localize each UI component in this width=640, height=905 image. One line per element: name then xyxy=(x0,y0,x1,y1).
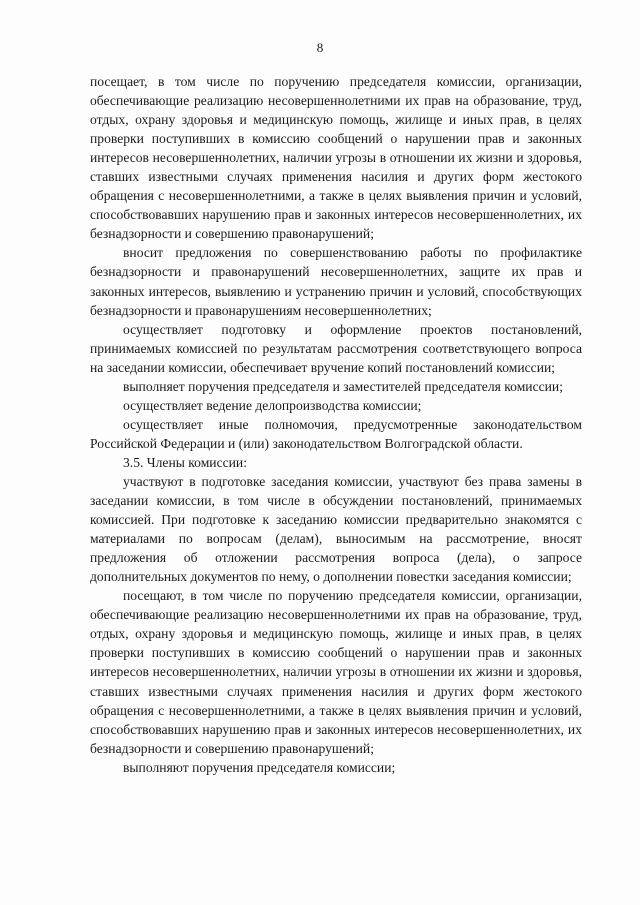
paragraph-members-execute-orders: выполняют поручения председателя комиссии; xyxy=(123,759,396,775)
paragraph-submits-proposals: вносит предложения по совершенствованию работы по профилактике безнадзорности и правонарушений несовершеннолетних, защите их прав и законных интересов, выявлению и устранению причин и условий, способствующих безнадзорности и правонарушениям несовершеннолетних; xyxy=(90,245,582,318)
paragraph-members-visit: посещают, в том числе по поручению председателя комиссии, организации, обеспечивающие реализацию несовершеннолетними их прав на образование, труд, отдых, охрану здоровья и медицинскую помощь, жилище и иных прав, в целях проверки поступивших в комиссию сообщений о нарушении прав и законных интересов несовершеннолетних, наличии угрозы в отношении их жизни и здоровья, ставших известными случаях применения насилия и других форм жестокого обращения с несовершеннолетними, а также в целях выявления причин и условий, способствовавших нарушению прав и законных интересов несовершеннолетних, их безнадзорности и совершению правонарушений; xyxy=(90,588,582,756)
section-heading-3-5: 3.5. Члены комиссии: xyxy=(123,454,247,470)
document-body xyxy=(90,72,582,777)
paragraph-executes-orders: выполняет поручения председателя и заместителей председателя комиссии; xyxy=(123,378,563,394)
page-number: 8 xyxy=(316,40,324,55)
paragraph-members-participate: участвуют в подготовке заседания комиссии, участвуют без права замены в заседании комиссии, в том числе в обсуждении постановлений, принимаемых комиссией. При подготовке к заседанию комиссии предварительно знакомятся с материалами по вопросам (делам), выносимым на рассмотрение, вносят предложения об отложении рассмотрения вопроса (дела), о запросе дополнительных документов по нему, о дополнении повестки заседания комиссии; xyxy=(90,473,582,585)
paragraph-prepares-resolutions: осуществляет подготовку и оформление проектов постановлений, принимаемых комиссией по результатам рассмотрения соответствующего вопроса на заседании комиссии, обеспечивает вручение копий постановлений комиссии; xyxy=(90,321,582,375)
paragraph-visits-organizations-continued: посещает, в том числе по поручению председателя комиссии, организации, обеспечивающие реализацию несовершеннолетними их прав на образование, труд, отдых, охрану здоровья и медицинскую помощь, жилище и иных прав, в целях проверки поступивших в комиссию сообщений о нарушении прав и законных интересов несовершеннолетних, наличии угрозы в отношении их жизни и здоровья, ставших известными случаях применения насилия и других форм жестокого обращения с несовершеннолетними, а также в целях выявления причин и условий, способствовавших нарушению прав и законных интересов несовершеннолетних, их безнадзорности и совершению правонарушений; xyxy=(90,74,582,242)
paragraph-other-powers: осуществляет иные полномочия, предусмотренные законодательством Российской Федерации и (или) законодательством Волгоградской области. xyxy=(90,416,582,451)
paragraph-record-keeping: осуществляет ведение делопроизводства комиссии; xyxy=(123,397,422,413)
